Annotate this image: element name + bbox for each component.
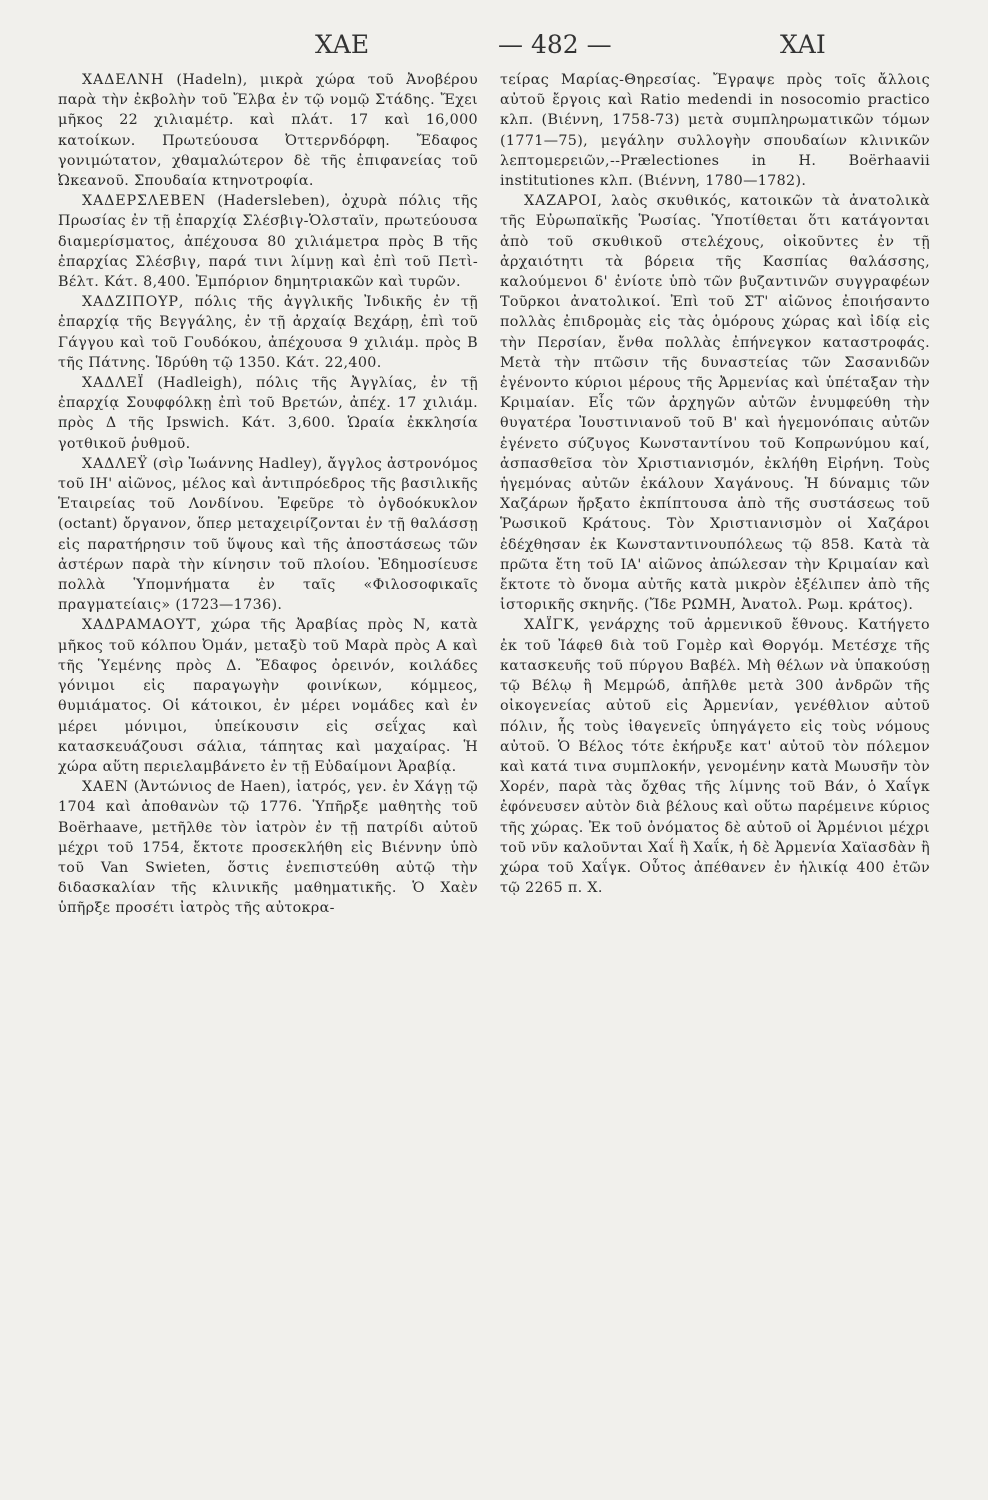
entry-headword: ΧΑΔΖΙΠΟΥΡ bbox=[82, 294, 179, 311]
entry-headword: ΧΑΪΓΚ bbox=[524, 617, 575, 634]
header-right-guideword: ΧΑΙ bbox=[780, 30, 826, 59]
entry-continuation bbox=[500, 70, 930, 191]
right-column bbox=[500, 70, 930, 898]
entry bbox=[500, 191, 930, 615]
entry-headword: ΧΑΔΛΕΪ bbox=[82, 375, 145, 392]
entry-headword: ΧΑΔΡΑΜΑΟΥΤ bbox=[82, 617, 197, 634]
entry bbox=[58, 70, 478, 191]
entry bbox=[58, 777, 478, 918]
entry bbox=[500, 615, 930, 898]
entry-headword: ΧΑΔΛΕΫ bbox=[82, 455, 148, 472]
entry-text: τείρας Μαρίας-Θηρεσίας. Ἔγραψε πρὸς τοῖς ἄλλοις αὐτοῦ ἔργοις καὶ Ratio medendi in nosocomio practico κλπ. (Βιέννη, 1758-73) μετὰ συμπληρωματικῶν τόμων (1771—75), μεγάλην συλλογὴν σπουδαίων κλινικῶν λεπτομερειῶν,--Prælectiones in H. Boërhaavii institutiones κλπ. (Βιέννη, 1780—1782). bbox=[500, 72, 930, 190]
entry-text: (Ἀντώνιος de Haen), ἰατρός, γεν. ἐν Χάγῃ τῷ 1704 καὶ ἀποθανὼν τῷ 1776. Ὑπῆρξε μαθητὴς τοῦ Boërhaave, μετῆλθε τὸν ἰατρὸν ἐν τῇ πατρίδι αὐτοῦ μέχρι τοῦ 1754, ἔκτοτε προσεκλήθη εἰς Βιέννην ὑπὸ τοῦ Van Swieten, ὅστις ἐνεπιστεύθη αὐτῷ τὴν διδασκαλίαν τῆς κλινικῆς μαθηματικῆς. Ὁ Χαὲν ὑπῆρξε προσέτι ἰατρὸς τῆς αὐτοκρα- bbox=[58, 779, 478, 917]
entry-text: (σὶρ Ἰωάννης Hadley), ἄγγλος ἀστρονόμος τοῦ ΙΗ' αἰῶνος, μέλος καὶ ἀντιπρόεδρος τῆς βασιλικῆς Ἑταιρείας τοῦ Λονδίνου. Ἐφεῦρε τὸ ὀγδοόκυκλον (octant) ὄργανον, ὅπερ μεταχειρίζονται ἐν τῇ θαλάσσῃ εἰς παρατήρησιν τοῦ ὕψους καὶ τῆς ἀποστάσεως τῶν ἀστέρων παρὰ τὴν κίνησιν τοῦ πλοίου. Ἐδημοσίευσε πολλὰ Ὑπομνήματα ἐν ταῖς «Φιλοσοφικαῖς πραγματείαις» (1723—1736). bbox=[58, 455, 478, 614]
entry bbox=[58, 454, 478, 616]
entry-text: , χώρα τῆς Ἀραβίας πρὸς Ν, κατὰ μῆκος τοῦ κόλπου Ὀμάν, μεταξὺ τοῦ Μαρὰ πρὸς Α καὶ τῆς Ὑεμένης πρὸς Δ. Ἔδαφος ὀρεινόν, κοιλάδες γόνιμοι εἰς παραγωγὴν φοινίκων, κόμμεος, θυμιάματος. Οἱ κάτοικοι, ἐν μέρει νομάδες καὶ ἐν μέρει μόνιμοι, ὑπείκουσιν εἰς σεΐχας καὶ κατασκευάζουσι σάλια, τάπητας καὶ μαχαίρας. Ἡ χώρα αὕτη περιελαμβάνετο ἐν τῇ Εὐδαίμονι Ἀραβίᾳ. bbox=[58, 617, 478, 775]
entry-headword: ΧΑΖΑΡΟΙ bbox=[524, 193, 598, 210]
entry-text: , λαὸς σκυθικός, κατοικῶν τὰ ἀνατολικὰ τῆς Εὐρωπαϊκῆς Ῥωσίας. Ὑποτίθεται ὅτι κατάγονται ἀπὸ τοῦ σκυθικοῦ στελέχους, οἰκοῦντες ἐν τῇ ἀρχαιότητι τὰ βόρεια τῆς Κασπίας θαλάσσης, καλούμενοι δ' ἐνίοτε ὑπὸ τῶν βυζαντινῶν συγγραφέων Τοῦρκοι ἀνατολικοί. Ἐπὶ τοῦ ΣΤ' αἰῶνος ἐποιήσαντο πολλὰς ἐπιδρομὰς εἰς τὰς ὁμόρους χώρας καὶ ἰδίᾳ εἰς τὴν Περσίαν, ἔνθα πολλὰς ἐπήνεγκον καταστροφάς. Μετὰ τὴν πτῶσιν τῆς δυναστείας τῶν Σασανιδῶν ἐγένοντο κύριοι μέρους τῆς Ἀρμενίας καὶ ὑπέταξαν τὴν Κριμαίαν. Εἷς τῶν ἀρχηγῶν αὐτῶν ἐνυμφεύθη τὴν θυγατέρα Ἰουστινιανοῦ τοῦ Β' καὶ ἡγεμονόπαις αὐτῶν ἐγένετο σύζυγος Κωνσταντίνου τοῦ Κοπρωνύμου καί, ἀσπασθεῖσα τὸν Χριστιανισμόν, ἐκλήθη Εἰρήνη. Τοὺς ἡγεμόνας αὐτῶν ἐκάλουν Χαγάνους. Ἡ δύναμις τῶν Χαζάρων ἤρξατο ἐκπίπτουσα ἀπὸ τῆς συστάσεως τοῦ Ῥωσικοῦ Κράτους. Τὸν Χριστιανισμὸν οἱ Χαζάροι ἐδέχθησαν ἐκ Κωνσταντινουπόλεως τῷ 858. Κατὰ τὰ πρῶτα ἔτη τοῦ ΙΑ' αἰῶνος ἀπώλεσαν τὴν Κριμαίαν καὶ ἔκτοτε τὸ ὄνομα αὐτῆς κατὰ μικρὸν ἐξέλιπεν ἀπὸ τῆς ἱστορικῆς σκηνῆς. (Ἴδε ΡΩΜΗ, Ἀνατολ. Ρωμ. κράτος). bbox=[500, 193, 930, 614]
left-column bbox=[58, 70, 478, 919]
entry-text: , γενάρχης τοῦ ἀρμενικοῦ ἔθνους. Κατήγετο ἐκ τοῦ Ἰάφεθ διὰ τοῦ Γομὲρ καὶ Θοργόμ. Μετέσχε τῆς κατασκευῆς τοῦ πύργου Βαβέλ. Μὴ θέλων νὰ ὑπακούσῃ τῷ Βέλῳ ἢ Μεμρώδ, ἀπῆλθε μετὰ 300 ἀνδρῶν τῆς οἰκογενείας αὐτοῦ εἰς Ἀρμενίαν, γενέθλιον αὐτοῦ πόλιν, ἧς τοὺς ἰθαγενεῖς ὑπηγάγετο εἰς τοὺς νόμους αὐτοῦ. Ὁ Βέλος τότε ἐκήρυξε κατ' αὐτοῦ τὸν πόλεμον καὶ κατά τινα συμπλοκήν, γενομένην κατὰ Μωυσῆν τὸν Χορέν, παρὰ τὰς ὄχθας τῆς λίμνης τοῦ Βάν, ὁ Χαΐγκ ἐφόνευσεν αὐτὸν διὰ βέλους καὶ οὕτω παρέμεινε κύριος τῆς χώρας. Ἐκ τοῦ ὀνόματος δὲ αὐτοῦ οἱ Ἀρμένιοι μέχρι τοῦ νῦν καλοῦνται Χαΐ ἢ Χαΐκ, ἡ δὲ Ἀρμενία Χαϊασδὰν ἢ χώρα τοῦ Χαΐγκ. Οὗτος ἀπέθανεν ἐν ἡλικίᾳ 400 ἐτῶν τῷ 2265 π. Χ. bbox=[500, 617, 930, 897]
running-header bbox=[0, 30, 988, 70]
entry-text: (Hadleigh), πόλις τῆς Ἀγγλίας, ἐν τῇ ἐπαρχίᾳ Σουφφόλκῃ ἐπὶ τοῦ Βρετών, ἀπέχ. 17 χιλιάμ. πρὸς Δ τῆς Ipswich. Κάτ. 3,600. Ὡραία ἐκκλησία γοτθικοῦ ῥυθμοῦ. bbox=[58, 375, 478, 452]
entry-headword: ΧΑΕΝ bbox=[82, 779, 129, 796]
entry bbox=[58, 373, 478, 454]
entry-headword: ΧΑΔΕΡΣΛΕΒΕΝ bbox=[82, 193, 207, 210]
entry bbox=[58, 292, 478, 373]
header-left-guideword: ΧΑΕ bbox=[315, 30, 370, 59]
page-number: — 482 — bbox=[498, 30, 612, 59]
entry-headword: ΧΑΔΕΛΝΗ bbox=[82, 72, 165, 88]
entry-text: (Hadersleben), ὀχυρὰ πόλις τῆς Πρωσίας ἐν τῇ ἐπαρχίᾳ Σλέσβιγ-Ὁλσταϊν, πρωτεύουσα διαμερίσματος, ἀπέχουσα 80 χιλιάμετρα πρὸς Β τῆς ἐπαρχίας Σλέσβιγ, παρά τινι λίμνῃ καὶ ἐπὶ τοῦ Πετὶ-Βέλτ. Κάτ. 8,400. Ἐμπόριον δημητριακῶν καὶ τυρῶν. bbox=[58, 193, 478, 291]
entry bbox=[58, 191, 478, 292]
entry-text: , πόλις τῆς ἀγγλικῆς Ἰνδικῆς ἐν τῇ ἐπαρχίᾳ τῆς Βεγγάλης, ἐν τῇ ἀρχαίᾳ Βεχάρῃ, ἐπὶ τοῦ Γάγγου καὶ τοῦ Γουδόκου, ἀπέχουσα 9 χιλιάμ. πρὸς Β τῆς Πάτνης. Ἱδρύθη τῷ 1350. Κάτ. 22,400. bbox=[58, 294, 478, 371]
entry bbox=[58, 615, 478, 777]
entry-text: (Hadeln), μικρὰ χώρα τοῦ Ἀνοβέρου παρὰ τὴν ἐκβολὴν τοῦ Ἔλβα ἐν τῷ νομῷ Στάδης. Ἔχει μῆκος 22 χιλιαμέτρ. καὶ πλάτ. 17 καὶ 16,000 κατοίκων. Πρωτεύουσα Ὀττερνδόρφη. Ἔδαφος γονιμώτατον, χθαμαλώτερον δὲ τῆς ἐπιφανείας τοῦ Ὠκεανοῦ. Σπουδαία κτηνοτροφία. bbox=[58, 72, 478, 190]
